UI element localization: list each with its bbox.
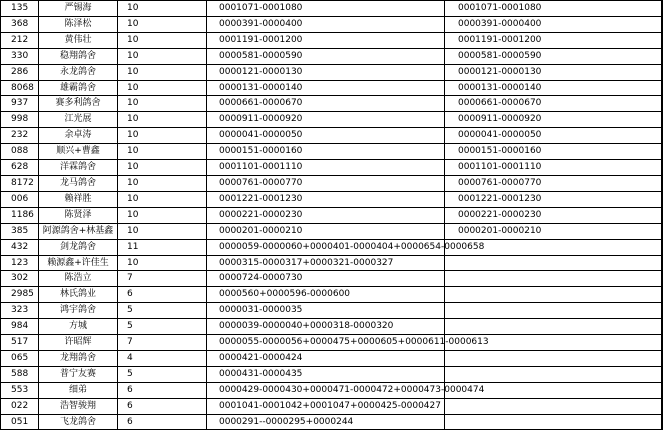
cell-ring-range-copy[interactable] xyxy=(445,319,662,335)
cell-quantity[interactable]: 6 xyxy=(118,287,207,303)
table-row xyxy=(1,16,663,32)
cell-name[interactable]: 陈浩立 xyxy=(39,271,118,287)
cell-ring-range[interactable]: 0000031-0000035 xyxy=(207,303,445,319)
cell-id[interactable]: 553 xyxy=(1,382,39,398)
cell-name[interactable]: 林氏鸽业 xyxy=(39,287,118,303)
cell-ring-range-copy[interactable] xyxy=(445,414,662,430)
cell-name[interactable]: 江光展 xyxy=(39,112,118,128)
cell-ring-range-copy[interactable]: 0001101-0001110 xyxy=(445,160,662,176)
cell-quantity[interactable]: 10 xyxy=(118,1,207,17)
cell-id[interactable]: 2985 xyxy=(1,287,39,303)
cell-name[interactable]: 阿源鸽舍+林基鑫 xyxy=(39,223,118,239)
cell-name[interactable]: 剑龙鸽舍 xyxy=(39,239,118,255)
cell-quantity[interactable]: 5 xyxy=(118,303,207,319)
cell-ring-range-copy[interactable]: 0000581-0000590 xyxy=(445,48,662,64)
cell-id[interactable]: 135 xyxy=(1,1,39,17)
cell-name[interactable]: 龙马鸽舍 xyxy=(39,175,118,191)
table-row xyxy=(1,335,663,351)
cell-empty[interactable] xyxy=(662,160,663,176)
cell-quantity[interactable]: 10 xyxy=(118,223,207,239)
cell-ring-range[interactable]: 0000761-0000770 xyxy=(207,175,445,191)
table-row xyxy=(1,207,663,223)
cell-quantity[interactable]: 6 xyxy=(118,414,207,430)
table-row xyxy=(1,382,663,398)
cell-id[interactable]: 232 xyxy=(1,128,39,144)
cell-quantity[interactable]: 10 xyxy=(118,16,207,32)
cell-ring-range[interactable]: 0000201-0000210 xyxy=(207,223,445,239)
table-row xyxy=(1,112,663,128)
cell-quantity[interactable]: 10 xyxy=(118,255,207,271)
cell-empty[interactable] xyxy=(662,366,663,382)
cell-ring-range-copy[interactable]: 0001071-0001080 xyxy=(445,1,662,17)
cell-id[interactable]: 1186 xyxy=(1,207,39,223)
cell-name[interactable]: 浩智骏翔 xyxy=(39,398,118,414)
cell-ring-range-copy[interactable] xyxy=(445,366,662,382)
cell-name[interactable]: 严锡海 xyxy=(39,1,118,17)
cell-ring-range[interactable]: 0000059-0000060+0000401-0000404+0000654-0000658 xyxy=(207,239,445,255)
cell-ring-range-copy[interactable]: 0000661-0000670 xyxy=(445,96,662,112)
table-row xyxy=(1,191,663,207)
table-row xyxy=(1,128,663,144)
cell-id[interactable]: 323 xyxy=(1,303,39,319)
cell-quantity[interactable]: 6 xyxy=(118,398,207,414)
cell-empty[interactable] xyxy=(662,1,663,17)
cell-empty[interactable] xyxy=(662,382,663,398)
cell-quantity[interactable]: 10 xyxy=(118,207,207,223)
cell-ring-range[interactable]: 0000131-0000140 xyxy=(207,80,445,96)
cell-ring-range-copy[interactable]: 0000911-0000920 xyxy=(445,112,662,128)
cell-name[interactable]: 方城 xyxy=(39,319,118,335)
cell-ring-range[interactable]: 0001101-0001110 xyxy=(207,160,445,176)
cell-empty[interactable] xyxy=(662,48,663,64)
cell-id[interactable]: 330 xyxy=(1,48,39,64)
cell-empty[interactable] xyxy=(662,80,663,96)
cell-ring-range[interactable]: 0000221-0000230 xyxy=(207,207,445,223)
cell-empty[interactable] xyxy=(662,112,663,128)
cell-id[interactable]: 8068 xyxy=(1,80,39,96)
cell-name[interactable]: 顺兴+曹鑫 xyxy=(39,144,118,160)
cell-quantity[interactable]: 5 xyxy=(118,319,207,335)
cell-name[interactable]: 赖祥胜 xyxy=(39,191,118,207)
table-row xyxy=(1,398,663,414)
table-row xyxy=(1,1,663,17)
cell-ring-range-copy[interactable]: 0000391-0000400 xyxy=(445,16,662,32)
cell-id[interactable]: 432 xyxy=(1,239,39,255)
cell-ring-range-copy[interactable]: 0000151-0000160 xyxy=(445,144,662,160)
cell-ring-range[interactable]: 0000315-0000317+0000321-0000327 xyxy=(207,255,445,271)
cell-ring-range-copy[interactable]: 0001221-0001230 xyxy=(445,191,662,207)
cell-empty[interactable] xyxy=(662,96,663,112)
cell-name[interactable]: 赖源鑫+许佳生 xyxy=(39,255,118,271)
cell-ring-range[interactable]: 0000421-0000424 xyxy=(207,350,445,366)
cell-id[interactable]: 998 xyxy=(1,112,39,128)
cell-empty[interactable] xyxy=(662,335,663,351)
table-row xyxy=(1,32,663,48)
cell-ring-range[interactable]: 0001041-0001042+0001047+0000425-0000427 xyxy=(207,398,445,414)
cell-quantity[interactable]: 10 xyxy=(118,80,207,96)
cell-name[interactable]: 稳翔鸽舍 xyxy=(39,48,118,64)
cell-name[interactable]: 飞龙鸽舍 xyxy=(39,414,118,430)
table-row xyxy=(1,414,663,430)
cell-ring-range[interactable]: 0001221-0001230 xyxy=(207,191,445,207)
table-row xyxy=(1,350,663,366)
table-row xyxy=(1,80,663,96)
cell-quantity[interactable]: 4 xyxy=(118,350,207,366)
cell-name[interactable]: 洋霖鸽舍 xyxy=(39,160,118,176)
cell-ring-range-copy[interactable] xyxy=(445,271,662,287)
cell-empty[interactable] xyxy=(662,303,663,319)
cell-quantity[interactable]: 10 xyxy=(118,112,207,128)
cell-empty[interactable] xyxy=(662,223,663,239)
cell-id[interactable]: 8172 xyxy=(1,175,39,191)
cell-id[interactable]: 302 xyxy=(1,271,39,287)
cell-name[interactable]: 黄伟壮 xyxy=(39,32,118,48)
table-row xyxy=(1,160,663,176)
cell-ring-range[interactable]: 0000724-0000730 xyxy=(207,271,445,287)
cell-ring-range-copy[interactable] xyxy=(445,255,662,271)
cell-ring-range-copy[interactable] xyxy=(445,303,662,319)
cell-ring-range[interactable]: 0001071-0001080 xyxy=(207,1,445,17)
table-row xyxy=(1,287,663,303)
cell-ring-range[interactable]: 0000151-0000160 xyxy=(207,144,445,160)
table-row xyxy=(1,303,663,319)
cell-name[interactable]: 永龙鸽舍 xyxy=(39,64,118,80)
cell-quantity[interactable]: 10 xyxy=(118,96,207,112)
cell-empty[interactable] xyxy=(662,128,663,144)
cell-name[interactable]: 余卓涛 xyxy=(39,128,118,144)
cell-id[interactable]: 065 xyxy=(1,350,39,366)
cell-name[interactable]: 陈泽松 xyxy=(39,16,118,32)
cell-quantity[interactable]: 10 xyxy=(118,144,207,160)
cell-name[interactable]: 细弟 xyxy=(39,382,118,398)
cell-ring-range[interactable]: 0001191-0001200 xyxy=(207,32,445,48)
cell-id[interactable]: 088 xyxy=(1,144,39,160)
cell-ring-range-copy[interactable]: 0000121-0000130 xyxy=(445,64,662,80)
cell-id[interactable]: 286 xyxy=(1,64,39,80)
cell-quantity[interactable]: 7 xyxy=(118,271,207,287)
cell-ring-range[interactable]: 0000431-0000435 xyxy=(207,366,445,382)
cell-empty[interactable] xyxy=(662,398,663,414)
cell-ring-range-copy[interactable]: 0000221-0000230 xyxy=(445,207,662,223)
cell-ring-range[interactable]: 0000391-0000400 xyxy=(207,16,445,32)
cell-ring-range[interactable]: 0000291--0000295+0000244 xyxy=(207,414,445,430)
cell-empty[interactable] xyxy=(662,191,663,207)
table-row xyxy=(1,144,663,160)
cell-ring-range-copy[interactable]: 0000131-0000140 xyxy=(445,80,662,96)
cell-ring-range-copy[interactable]: 0000201-0000210 xyxy=(445,223,662,239)
table-row xyxy=(1,175,663,191)
cell-name[interactable]: 赛多利鸽舍 xyxy=(39,96,118,112)
cell-id[interactable]: 385 xyxy=(1,223,39,239)
cell-ring-range[interactable]: 0000661-0000670 xyxy=(207,96,445,112)
cell-quantity[interactable]: 6 xyxy=(118,382,207,398)
cell-ring-range-copy[interactable]: 0000761-0000770 xyxy=(445,175,662,191)
cell-ring-range-copy[interactable]: 0000041-0000050 xyxy=(445,128,662,144)
cell-ring-range[interactable]: 0000560+0000596-0000600 xyxy=(207,287,445,303)
cell-ring-range-copy[interactable] xyxy=(445,398,662,414)
cell-id[interactable]: 984 xyxy=(1,319,39,335)
cell-quantity[interactable]: 7 xyxy=(118,335,207,351)
cell-id[interactable]: 212 xyxy=(1,32,39,48)
table-row xyxy=(1,239,663,255)
table-body xyxy=(1,1,663,430)
cell-quantity[interactable]: 10 xyxy=(118,191,207,207)
table-row xyxy=(1,319,663,335)
cell-quantity[interactable]: 10 xyxy=(118,175,207,191)
table-row xyxy=(1,223,663,239)
cell-name[interactable]: 许昭辉 xyxy=(39,335,118,351)
cell-quantity[interactable]: 10 xyxy=(118,64,207,80)
cell-empty[interactable] xyxy=(662,255,663,271)
cell-name[interactable]: 雄霸鸽舍 xyxy=(39,80,118,96)
cell-empty[interactable] xyxy=(662,64,663,80)
cell-id[interactable]: 006 xyxy=(1,191,39,207)
table-row xyxy=(1,255,663,271)
cell-name[interactable]: 鸿宇鸽舍 xyxy=(39,303,118,319)
cell-ring-range-copy[interactable] xyxy=(445,287,662,303)
cell-empty[interactable] xyxy=(662,350,663,366)
cell-name[interactable]: 龙翔鸽舍 xyxy=(39,350,118,366)
cell-ring-range[interactable]: 0000429-0000430+0000471-0000472+0000473-0000474 xyxy=(207,382,445,398)
cell-quantity[interactable]: 5 xyxy=(118,366,207,382)
cell-quantity[interactable]: 10 xyxy=(118,128,207,144)
cell-quantity[interactable]: 11 xyxy=(118,239,207,255)
cell-id[interactable]: 051 xyxy=(1,414,39,430)
table-row xyxy=(1,96,663,112)
cell-empty[interactable] xyxy=(662,239,663,255)
cell-ring-range[interactable]: 0000581-0000590 xyxy=(207,48,445,64)
cell-quantity[interactable]: 10 xyxy=(118,48,207,64)
cell-empty[interactable] xyxy=(662,16,663,32)
cell-id[interactable]: 022 xyxy=(1,398,39,414)
cell-empty[interactable] xyxy=(662,414,663,430)
cell-ring-range[interactable]: 0000121-0000130 xyxy=(207,64,445,80)
cell-ring-range-copy[interactable] xyxy=(445,350,662,366)
cell-ring-range[interactable]: 0000055-0000056+0000475+0000605+0000611-0000613 xyxy=(207,335,445,351)
cell-empty[interactable] xyxy=(662,287,663,303)
table-row xyxy=(1,271,663,287)
cell-ring-range[interactable]: 0000039-0000040+0000318-0000320 xyxy=(207,319,445,335)
cell-id[interactable]: 123 xyxy=(1,255,39,271)
table-row xyxy=(1,48,663,64)
cell-empty[interactable] xyxy=(662,32,663,48)
cell-name[interactable]: 陈贤泽 xyxy=(39,207,118,223)
cell-empty[interactable] xyxy=(662,175,663,191)
cell-id[interactable]: 588 xyxy=(1,366,39,382)
cell-ring-range-copy[interactable]: 0001191-0001200 xyxy=(445,32,662,48)
cell-ring-range[interactable]: 0000911-0000920 xyxy=(207,112,445,128)
cell-empty[interactable] xyxy=(662,271,663,287)
cell-id[interactable]: 937 xyxy=(1,96,39,112)
cell-empty[interactable] xyxy=(662,207,663,223)
table-row xyxy=(1,64,663,80)
cell-empty[interactable] xyxy=(662,144,663,160)
cell-quantity[interactable]: 10 xyxy=(118,32,207,48)
cell-quantity[interactable]: 10 xyxy=(118,160,207,176)
cell-ring-range[interactable]: 0000041-0000050 xyxy=(207,128,445,144)
cell-id[interactable]: 368 xyxy=(1,16,39,32)
cell-name[interactable]: 普宁友赛 xyxy=(39,366,118,382)
table-row xyxy=(1,366,663,382)
cell-empty[interactable] xyxy=(662,319,663,335)
cell-id[interactable]: 628 xyxy=(1,160,39,176)
cell-id[interactable]: 517 xyxy=(1,335,39,351)
